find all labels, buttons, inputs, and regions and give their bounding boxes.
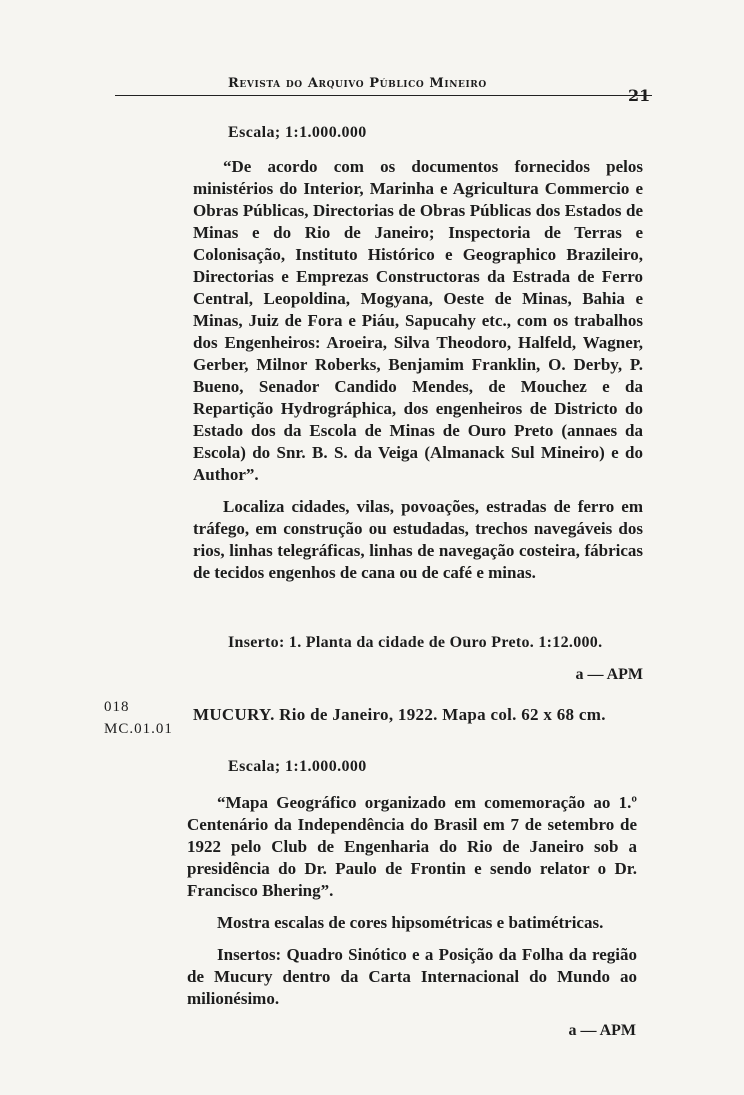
entry-number: 018 [104, 699, 130, 715]
entry-prev-scale: Escala; 1:1.000.000 [228, 124, 367, 141]
entry-holding: a — APM [568, 1022, 636, 1039]
entry-scales-note: Mostra escalas de cores hipsométricas e batimétricas. [217, 913, 604, 932]
entry-code: MC.01.01 [104, 721, 173, 737]
header-rule [115, 95, 652, 96]
page-number: 21 [628, 86, 651, 105]
entry-title: MUCURY. Rio de Janeiro, 1922. Mapa col. 62 x 68 cm. [193, 705, 606, 724]
entry-prev-insert: Inserto: 1. Planta da cidade de Ouro Preto. 1:12.000. [228, 634, 603, 651]
entry-body [187, 792, 637, 1020]
entry-scale: Escala; 1:1.000.000 [228, 758, 367, 775]
entry-prev-quote: “De acordo com os documentos fornecidos pelos ministérios do Interior, Marinha e Agricultura Commercio e Obras Públicas, Directorias de Obras Públicas dos Estados de Minas e do Rio de Janeiro; Inspectoria de Terras e Colonisação, Instituto Histórico e Geographico Brazileiro, Directorias e Emprezas Constructoras da Estrada de Ferro Central, Leopoldina, Mogyana, Oeste de Minas, Bahia e Minas, Juiz de Fora e Piáu, Sapucahy etc., com os trabalhos dos Engenheiros: Aroeira, Silva Theodoro, Halfeld, Wagner, Gerber, Milnor Roberks, Benjamim Franklin, O. Derby, P. Bueno, Senador Candido Mendes, de Mouchez e da Repartição Hydrográphica, dos engenheiros de Districto do Estado dos da Escola de Minas de Ouro Preto (annaes da Escola) do Snr. B. S. da Veiga (Almanack Sul Mineiro) e do Author”. [193, 157, 643, 484]
entry-prev-body [193, 156, 643, 594]
entry-prev-description: Localiza cidades, vilas, povoações, estradas de ferro em tráfego, em construção ou estudadas, trechos navegáveis dos rios, linhas telegráficas, linhas de navegação costeira, fábricas de tecidos engenhos de cana ou de café e minas. [193, 497, 643, 582]
entry-prev-holding: a — APM [575, 666, 643, 683]
entry-inserts: Insertos: Quadro Sinótico e a Posição da Folha da região de Mucury dentro da Carta Internacional do Mundo ao milionésimo. [187, 945, 637, 1008]
entry-quote: “Mapa Geográfico organizado em comemoração ao 1.º Centenário da Independência do Brasil em 7 de setembro de 1922 pelo Club de Engenharia do Rio de Janeiro sob a presidência do Dr. Paulo de Frontin e sendo relator o Dr. Francisco Bhering”. [187, 793, 637, 900]
running-head: Revista do Arquivo Público Mineiro [228, 76, 487, 91]
